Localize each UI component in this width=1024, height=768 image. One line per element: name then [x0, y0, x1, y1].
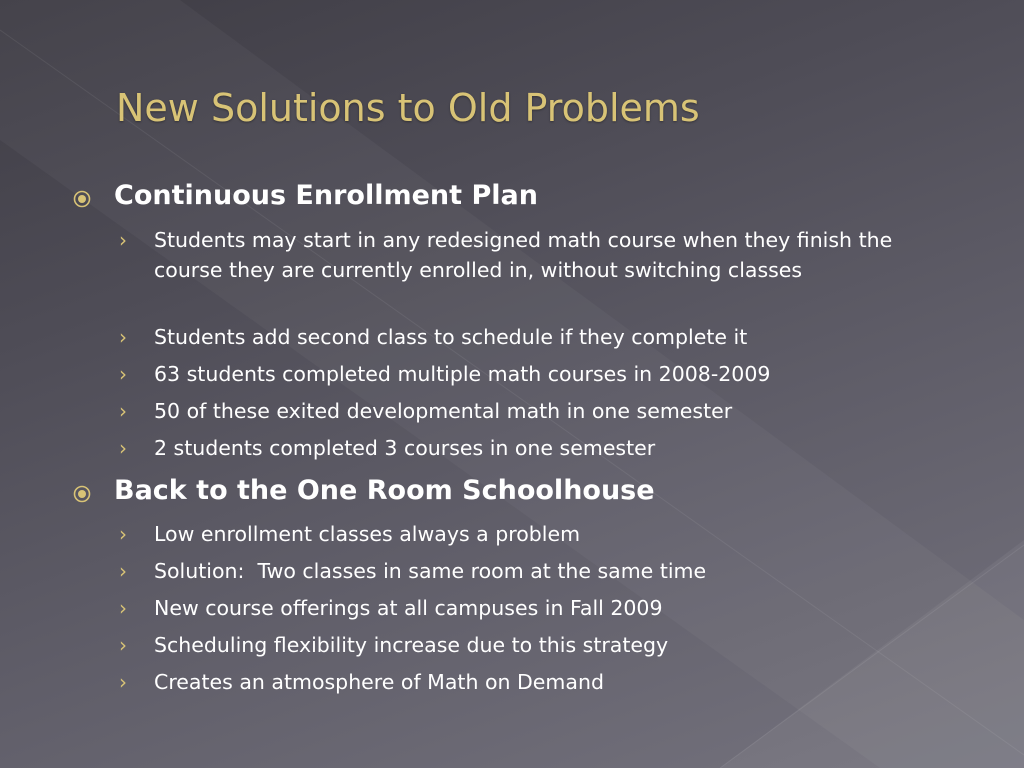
chevron-bullet-icon: ›: [119, 325, 127, 349]
chevron-bullet-icon: ›: [119, 670, 127, 694]
list-item: New course offerings at all campuses in Fall 2009: [154, 596, 663, 620]
target-circle-icon: [72, 189, 92, 209]
list-item: 63 students completed multiple math courses in 2008-2009: [154, 362, 771, 386]
list-item: Solution: Two classes in same room at the same time: [154, 559, 707, 583]
chevron-bullet-icon: ›: [119, 596, 127, 620]
list-item: 50 of these exited developmental math in one semester: [154, 399, 733, 423]
section-heading-one-room-schoolhouse: Back to the One Room Schoolhouse: [114, 475, 655, 506]
list-item: Creates an atmosphere of Math on Demand: [154, 670, 604, 694]
section-heading-continuous-enrollment: Continuous Enrollment Plan: [114, 180, 538, 211]
list-item: Low enrollment classes always a problem: [154, 522, 581, 546]
chevron-bullet-icon: ›: [119, 399, 127, 423]
list-item: 2 students completed 3 courses in one semester: [154, 436, 656, 460]
target-circle-icon: [72, 484, 92, 504]
chevron-bullet-icon: ›: [119, 362, 127, 386]
chevron-bullet-icon: ›: [119, 633, 127, 657]
list-item: Students may start in any redesigned math course when they finish the course they are currently enrolled in, without switching classes: [154, 228, 893, 282]
slide-title: New Solutions to Old Problems: [116, 86, 700, 130]
chevron-bullet-icon: ›: [119, 522, 127, 546]
chevron-bullet-icon: ›: [119, 559, 127, 583]
list-item: Scheduling flexibility increase due to this strategy: [154, 633, 669, 657]
chevron-bullet-icon: ›: [119, 228, 127, 252]
list-item: Students add second class to schedule if they complete it: [154, 325, 748, 349]
chevron-bullet-icon: ›: [119, 436, 127, 460]
